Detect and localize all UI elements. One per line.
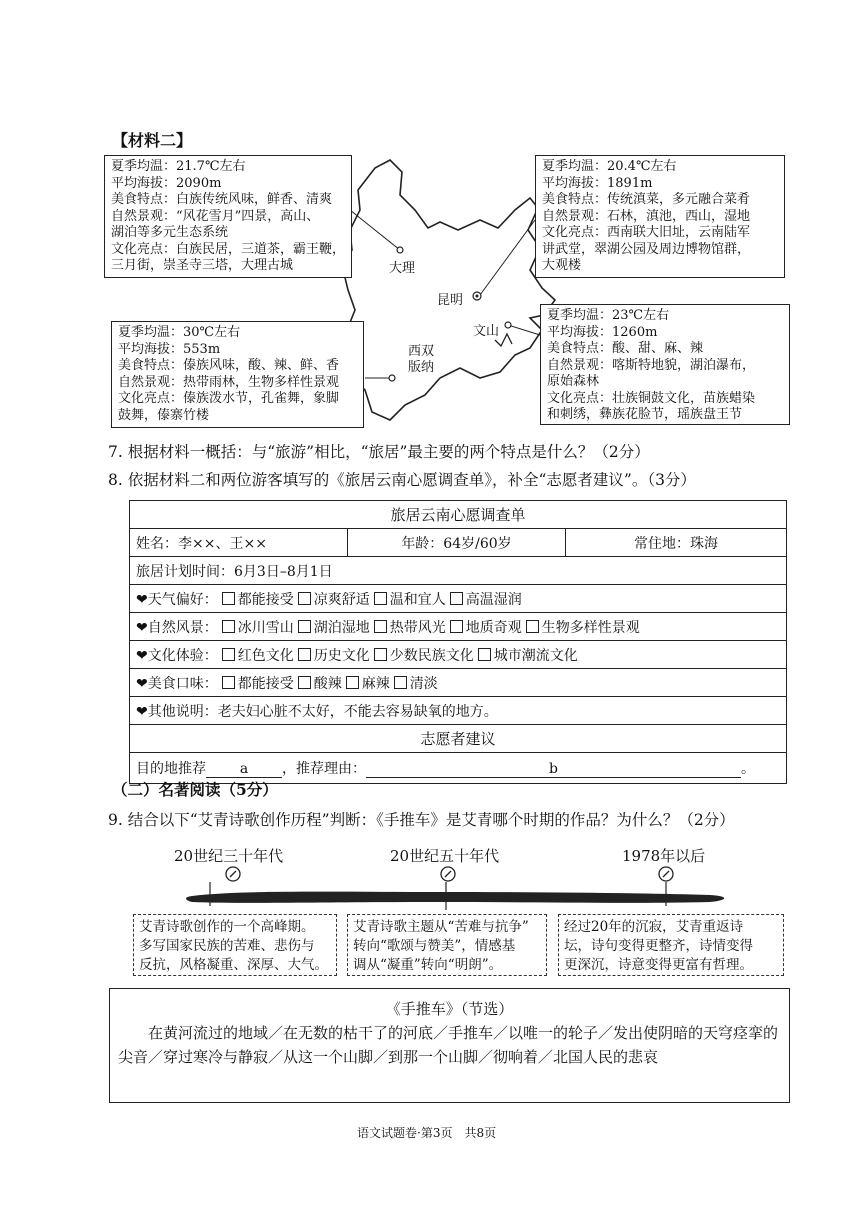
- section-heading-material2: 【材料二】: [112, 131, 193, 150]
- checkbox[interactable]: [374, 620, 387, 633]
- timeline-marker-1930s: [226, 867, 240, 881]
- blank-b[interactable]: b: [366, 761, 741, 778]
- question-8: 8. 依据材料二和两位游客填写的《旅居云南心愿调查单》，补全“志愿者建议”。（3分）: [108, 471, 696, 489]
- survey-row-culture: ❤文化体验： 红色文化 历史文化 少数民族文化 城市潮流文化: [130, 641, 787, 669]
- timeline-label-1978: 1978年以后: [622, 847, 706, 865]
- info-box-dali: 夏季均温：21.7℃左右 平均海拔：2090m 美食特点：白族传统风味，鲜香、清爽 自然景观：“风花雪月”四景，高山、 湖泊等多元生态系统 文化亮点：白族民居，三道茶，霸王鞭， 三月街，崇圣寺三塔，大理古城: [104, 155, 352, 278]
- timeline-desc-1930s: 艾青诗歌创作的一个高峰期。 多写国家民族的苦难、悲伤与 反抗，风格凝重、深厚、大气。: [133, 914, 337, 976]
- dali-leader-line: [350, 210, 400, 250]
- survey-row-scenery: ❤自然风景： 冰川雪山 湖泊湿地 热带风光 地质奇观 生物多样性景观: [130, 613, 787, 641]
- survey-name: 姓名：李××、王××: [130, 529, 348, 557]
- timeline-desc-1950s: 艾青诗歌主题从“苦难与抗争” 转向“歌颂与赞美”，情感基 调从“凝重”转向“明朗”。: [347, 914, 547, 976]
- checkbox[interactable]: [298, 676, 311, 689]
- question-7: 7. 根据材料一概括：与“旅游”相比，“旅居”最主要的两个特点是什么？（2分）: [108, 443, 650, 461]
- timeline-label-1930s: 20世纪三十年代: [174, 847, 284, 865]
- question-9: 9. 结合以下“艾青诗歌创作历程”判断：《手推车》是艾青哪个时期的作品？为什么？（2分）: [108, 811, 735, 829]
- checkbox[interactable]: [374, 592, 387, 605]
- wenshan-marker: [505, 322, 511, 328]
- city-label-banna-1: 西双: [408, 344, 435, 359]
- poem-text: 在黄河流过的地域／在无数的枯干了的河底／手推车／以唯一的轮子／发出使阴暗的天穹痉挛的尖音／穿过寒冷与静寂／从这一个山脚／到那一个山脚／彻响着／北国人民的悲哀: [118, 1024, 779, 1066]
- checkbox[interactable]: [526, 620, 539, 633]
- volunteer-suggestion-row: 目的地推荐 a ，推荐理由： b 。: [130, 753, 787, 784]
- city-label-kunming: 昆明: [437, 293, 464, 308]
- kunming-leader-line: [480, 220, 535, 295]
- poem-title: 《手推车》（节选）: [385, 1000, 514, 1018]
- blank-a[interactable]: a: [206, 761, 282, 778]
- wenshan-leader-line: [508, 325, 540, 335]
- timeline-bar: [180, 862, 740, 922]
- checkbox[interactable]: [222, 648, 235, 661]
- checkbox[interactable]: [346, 676, 359, 689]
- survey-other-notes: ❤其他说明：老夫妇心脏不太好，不能去容易缺氧的地方。: [130, 697, 787, 725]
- info-box-wenshan: 夏季均温：23℃左右 平均海拔：1260m 美食特点：酸、甜、麻、辣 自然景观：喀斯特地貌，湖泊瀑布， 原始森林 文化亮点：壮族铜鼓文化，苗族蜡染 和刺绣，彝族花脸节，瑶族盘王节: [540, 304, 790, 425]
- checkbox[interactable]: [222, 620, 235, 633]
- checkbox[interactable]: [394, 676, 407, 689]
- checkbox[interactable]: [222, 676, 235, 689]
- checkbox[interactable]: [298, 620, 311, 633]
- survey-residence: 常住地：珠海: [566, 529, 787, 557]
- timeline-label-1950s: 20世纪五十年代: [390, 847, 500, 865]
- poem-excerpt: [109, 988, 790, 1103]
- checkbox[interactable]: [298, 592, 311, 605]
- timeline-marker-1950s: [441, 867, 455, 881]
- checkbox[interactable]: [222, 592, 235, 605]
- survey-row-weather: ❤天气偏好： 都能接受 凉爽舒适 温和宜人 高温湿润: [130, 585, 787, 613]
- survey-form: [129, 500, 787, 784]
- dali-marker: [397, 247, 403, 253]
- section-heading-reading: （二）名著阅读（5分）: [112, 780, 278, 799]
- timeline-desc-1978: 经过20年的沉寂，艾青重返诗 坛，诗句变得更整齐，诗情变得 更深沉，诗意变得更富有哲理。: [558, 914, 784, 976]
- banna-marker: [389, 375, 395, 381]
- timeline-marker-1978: [659, 867, 673, 881]
- city-label-dali: 大理: [389, 261, 416, 276]
- checkbox[interactable]: [450, 620, 463, 633]
- info-box-xishuangbanna: 夏季均温：30℃左右 平均海拔：553m 美食特点：傣族风味，酸、辣、鲜、香 自然景观：热带雨林，生物多样性景观 文化亮点：傣族泼水节，孔雀舞，象脚 鼓舞，傣寨竹楼: [111, 321, 364, 428]
- survey-plan-time: 旅居计划时间：6月3日–8月1日: [130, 557, 787, 585]
- page-footer: 语文试题卷·第3页 共8页: [357, 1126, 497, 1140]
- checkbox[interactable]: [374, 648, 387, 661]
- volunteer-suggestion-title: 志愿者建议: [130, 725, 787, 753]
- city-label-banna-2: 版纳: [408, 360, 435, 375]
- survey-title: 旅居云南心愿调查单: [130, 501, 787, 529]
- checkbox[interactable]: [298, 648, 311, 661]
- info-box-kunming: 夏季均温：20.4℃左右 平均海拔：1891m 美食特点：传统滇菜，多元融合菜肴 自然景观：石林，滇池，西山，湿地 文化亮点：西南联大旧址，云南陆军 讲武堂，翠湖公园及周边博物馆群， 大观楼: [535, 155, 785, 278]
- survey-row-food: ❤美食口味： 都能接受 酸辣 麻辣 清淡: [130, 669, 787, 697]
- city-label-wenshan: 文山: [473, 324, 500, 339]
- checkbox[interactable]: [450, 592, 463, 605]
- checkbox[interactable]: [478, 648, 491, 661]
- survey-age: 年龄：64岁/60岁: [348, 529, 566, 557]
